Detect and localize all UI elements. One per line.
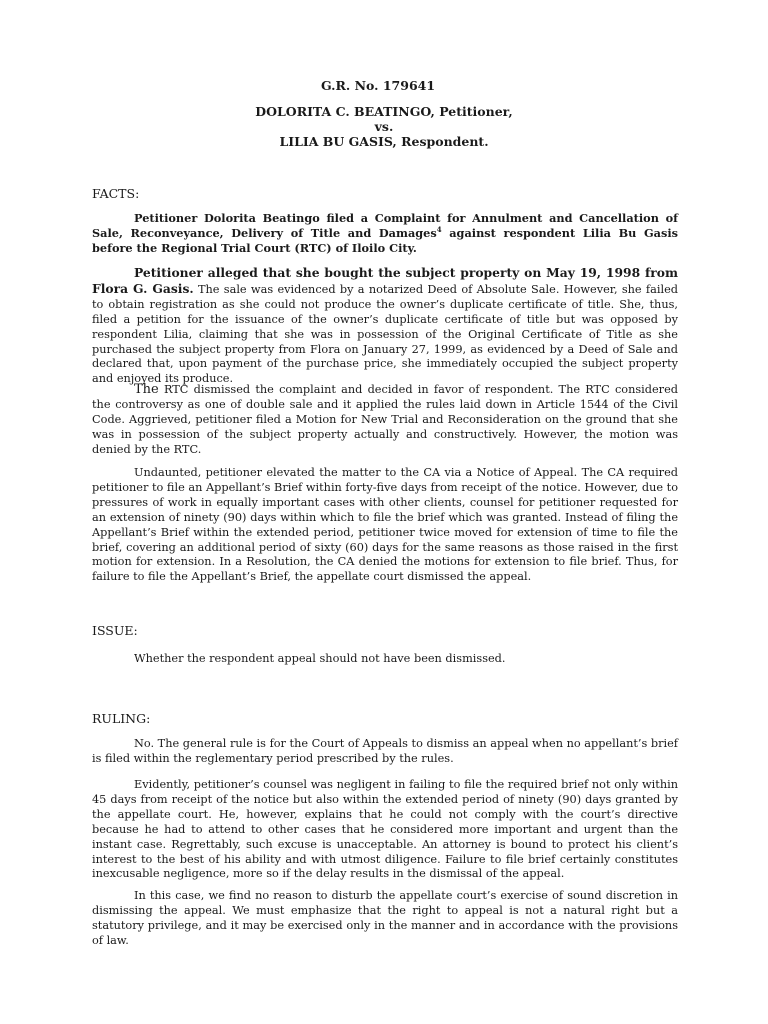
facts-paragraph-1 [92, 211, 678, 256]
ruling-heading: RULING: [92, 711, 151, 726]
issue-heading: ISSUE: [92, 623, 138, 638]
facts-p3-rest: RTC dismissed the complaint and decided in favor of respondent. The RTC considered the controversy as one of double sale and it applied the rules laid down in Article 1544 of the Civil Code. Aggrieved, petitioner filed a Motion for New Trial and Reconsideration on the ground that she was in possession of the subject property actually and constructively. However, the motion was denied by the RTC. [92, 383, 678, 456]
facts-p2-rest: The sale was evidenced by a notarized Deed of Absolute Sale. However, she failed to obtain registration as she could not produce the owner’s duplicate certificate of title. She, thus, filed a petition for the issuance of the owner’s duplicate certificate of title but was opposed by respondent Lilia, claiming that she was in possession of the Original Certificate of Title as she purchased the subject property from Flora on January 27, 1999, as evidenced by a Deed of Sale and declared that, upon payment of the purchase price, she immediately occupied the subject property and enjoyed its produce. [92, 282, 678, 386]
facts-paragraph-2 [92, 266, 678, 387]
petitioner-line: DOLORITA C. BEATINGO, Petitioner, [255, 104, 513, 119]
case-number: G.R. No. 179641 [320, 78, 436, 93]
facts-p2-lead: Petitioner alleged that she bought the subject property on May 19, 1998 from Flora G. Gasis. [92, 265, 678, 296]
case-caption [0, 78, 768, 149]
ruling-paragraph-1: No. The general rule is for the Court of Appeals to dismiss an appeal when no appellant’s brief is filed within the reglementary period prescribed by the rules. [92, 737, 678, 765]
versus-line: vs. [374, 119, 394, 134]
facts-p1-text-a: Petitioner Dolorita Beatingo filed a Complaint for Annulment and Cancellation of Sale, Reconveyance, Delivery of Title and Damages [92, 211, 678, 240]
facts-paragraph-3 [92, 383, 678, 458]
ruling-paragraph-2: Evidently, petitioner’s counsel was negligent in failing to file the required brief not only within 45 days from receipt of the notice but also within the extended period of ninety (90) days granted by the appellate court. He, however, explains that he could not comply with the court’s directive because he had to attend to other cases that he considered more important and urgent than the instant case. Regrettably, such excuse is unacceptable. An attorney is bound to protect his client’s interest to the best of his ability and with utmost diligence. Failure to file brief certainly constitutes inexcusable negligence, more so if the delay results in the dismissal of the appeal. [92, 778, 678, 881]
facts-paragraph-4: Undaunted, petitioner elevated the matter to the CA via a Notice of Appeal. The CA required petitioner to file an Appellant’s Brief within forty-five days from receipt of the notice. However, due to pressures of work in equally important cases with other clients, counsel for petitioner requested for an extension of ninety (90) days within which to file the brief which was granted. Instead of filing the Appellant’s Brief within the extended period, petitioner twice moved for extension of time to file the brief, covering an additional period of sixty (60) days for the same reasons as those raised in the first motion for extension. In a Resolution, the CA denied the motions for extension to file brief. Thus, for failure to file the Appellant’s Brief, the appellate court dismissed the appeal. [92, 466, 678, 584]
footnote-marker: 4 [436, 225, 442, 235]
facts-p1-text-b: against respondent Lilia Bu Gasis before the Regional Trial Court (RTC) of Iloilo City. [92, 225, 678, 255]
facts-heading: FACTS: [92, 186, 140, 201]
facts-p3-lead: The [134, 382, 159, 397]
respondent-line: LILIA BU GASIS, Respondent. [279, 134, 489, 149]
issue-text: Whether the respondent appeal should not have been dismissed. [134, 652, 506, 665]
ruling-paragraph-3: In this case, we find no reason to disturb the appellate court’s exercise of sound discretion in dismissing the appeal. We must emphasize that the right to appeal is not a natural right but a statutory privilege, and it may be exercised only in the manner and in accordance with the provisions of law. [92, 889, 678, 947]
